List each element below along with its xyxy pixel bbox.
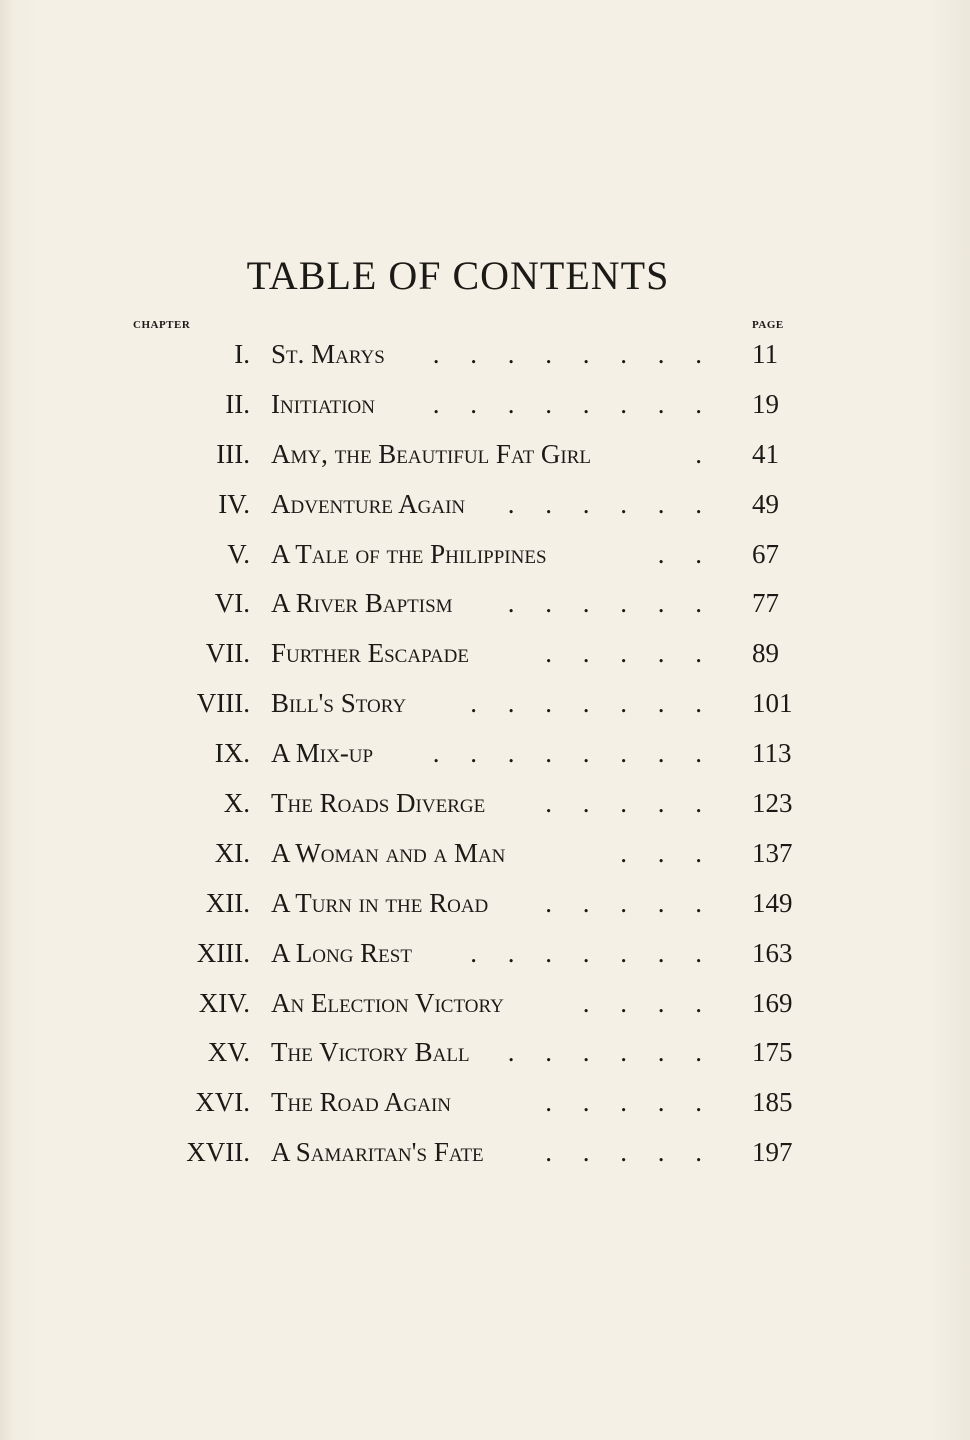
- chapter-number: XI.: [214, 837, 250, 868]
- page-number: 67: [752, 538, 779, 569]
- chapter-number: XVI.: [195, 1087, 250, 1118]
- contents-entry: [0, 430, 970, 480]
- chapter-title: An Election Victory: [271, 987, 504, 1018]
- chapter-number: V.: [227, 538, 250, 569]
- dot-leader: . . . . . .: [507, 488, 714, 519]
- dot-leader: . . . .: [582, 987, 714, 1018]
- dot-leader: . . . . .: [545, 1137, 714, 1168]
- chapter-column-label: CHAPTER: [133, 319, 191, 331]
- contents-entry: [0, 480, 970, 530]
- chapter-title: A Tale of the Philippines: [271, 538, 547, 569]
- chapter-number: VIII.: [196, 688, 250, 719]
- contents-entry: [0, 729, 970, 779]
- contents-entry: [0, 879, 970, 929]
- contents-entry: [0, 380, 970, 430]
- contents-entry: [0, 1028, 970, 1078]
- chapter-number: IV.: [218, 488, 250, 519]
- chapter-title: Bill's Story: [271, 688, 407, 719]
- contents-entry: [0, 330, 970, 380]
- chapter-title: A Mix-up: [271, 738, 374, 769]
- chapter-number: VI.: [214, 588, 250, 619]
- page-number: 175: [752, 1037, 793, 1068]
- contents-list: [0, 330, 970, 1178]
- chapter-title: A Turn in the Road: [271, 887, 489, 918]
- page-number: 169: [752, 987, 793, 1018]
- page-number: 77: [752, 588, 779, 619]
- page-number: 101: [752, 688, 793, 719]
- contents-entry: [0, 530, 970, 580]
- chapter-number: IX.: [214, 738, 250, 769]
- contents-entry: [0, 579, 970, 629]
- chapter-number: XVII.: [186, 1137, 250, 1168]
- contents-entry: [0, 629, 970, 679]
- contents-entry: [0, 979, 970, 1029]
- dot-leader: . . .: [620, 837, 714, 868]
- chapter-number: XV.: [207, 1037, 250, 1068]
- chapter-title: A Woman and a Man: [271, 837, 506, 868]
- dot-leader: . . . . . . . .: [432, 738, 714, 769]
- page-number: 11: [752, 339, 778, 369]
- chapter-title: Amy, the Beautiful Fat Girl: [271, 438, 592, 469]
- dot-leader: . . . . . . .: [470, 937, 714, 968]
- chapter-title: St. Marys: [271, 339, 385, 369]
- page-number: 197: [752, 1137, 793, 1168]
- contents-entry: [0, 829, 970, 879]
- dot-leader: . . . . . .: [507, 588, 714, 619]
- dot-leader: . . . . .: [545, 788, 714, 819]
- chapter-number: X.: [223, 788, 250, 819]
- chapter-title: Adventure Again: [271, 488, 466, 519]
- dot-leader: . . . . . . .: [470, 688, 714, 719]
- chapter-title: The Victory Ball: [271, 1037, 470, 1068]
- chapter-number: XIV.: [198, 987, 250, 1018]
- page-number: 163: [752, 937, 793, 968]
- dot-leader: .: [695, 438, 714, 469]
- dot-leader: . .: [657, 538, 714, 569]
- chapter-title: A Long Rest: [271, 937, 412, 968]
- page-number: 123: [752, 788, 793, 819]
- chapter-number: I.: [234, 339, 250, 369]
- contents-entry: [0, 779, 970, 829]
- dot-leader: . . . . . . . .: [432, 388, 714, 419]
- page-number: 89: [752, 638, 779, 669]
- chapter-title: Initiation: [271, 388, 375, 419]
- page-number: 19: [752, 388, 779, 419]
- dot-leader: . . . . .: [545, 887, 714, 918]
- dot-leader: . . . . .: [545, 1087, 714, 1118]
- page-number: 185: [752, 1087, 793, 1118]
- dot-leader: . . . . . .: [507, 1037, 714, 1068]
- chapter-number: II.: [225, 388, 250, 419]
- page-number: 41: [752, 438, 779, 469]
- page-number: 137: [752, 837, 793, 868]
- chapter-number: XIII.: [196, 937, 250, 968]
- contents-entry: [0, 679, 970, 729]
- chapter-title: A River Baptism: [271, 588, 453, 619]
- chapter-number: VII.: [205, 638, 250, 669]
- page-title: TABLE OF CONTENTS: [246, 253, 670, 298]
- page-number: 113: [752, 738, 792, 769]
- dot-leader: . . . . . . . .: [432, 339, 714, 369]
- chapter-number: XII.: [205, 887, 250, 918]
- chapter-title: The Roads Diverge: [271, 788, 486, 819]
- chapter-title: A Samaritan's Fate: [271, 1137, 484, 1168]
- page-number: 149: [752, 887, 793, 918]
- chapter-number: III.: [216, 438, 250, 469]
- chapter-title: The Road Again: [271, 1087, 451, 1118]
- page-number: 49: [752, 488, 779, 519]
- dot-leader: . . . . .: [545, 638, 714, 669]
- contents-entry: [0, 1078, 970, 1128]
- contents-entry: [0, 929, 970, 979]
- chapter-title: Further Escapade: [271, 638, 469, 669]
- page-column-label: PAGE: [752, 319, 784, 331]
- contents-entry: [0, 1128, 970, 1178]
